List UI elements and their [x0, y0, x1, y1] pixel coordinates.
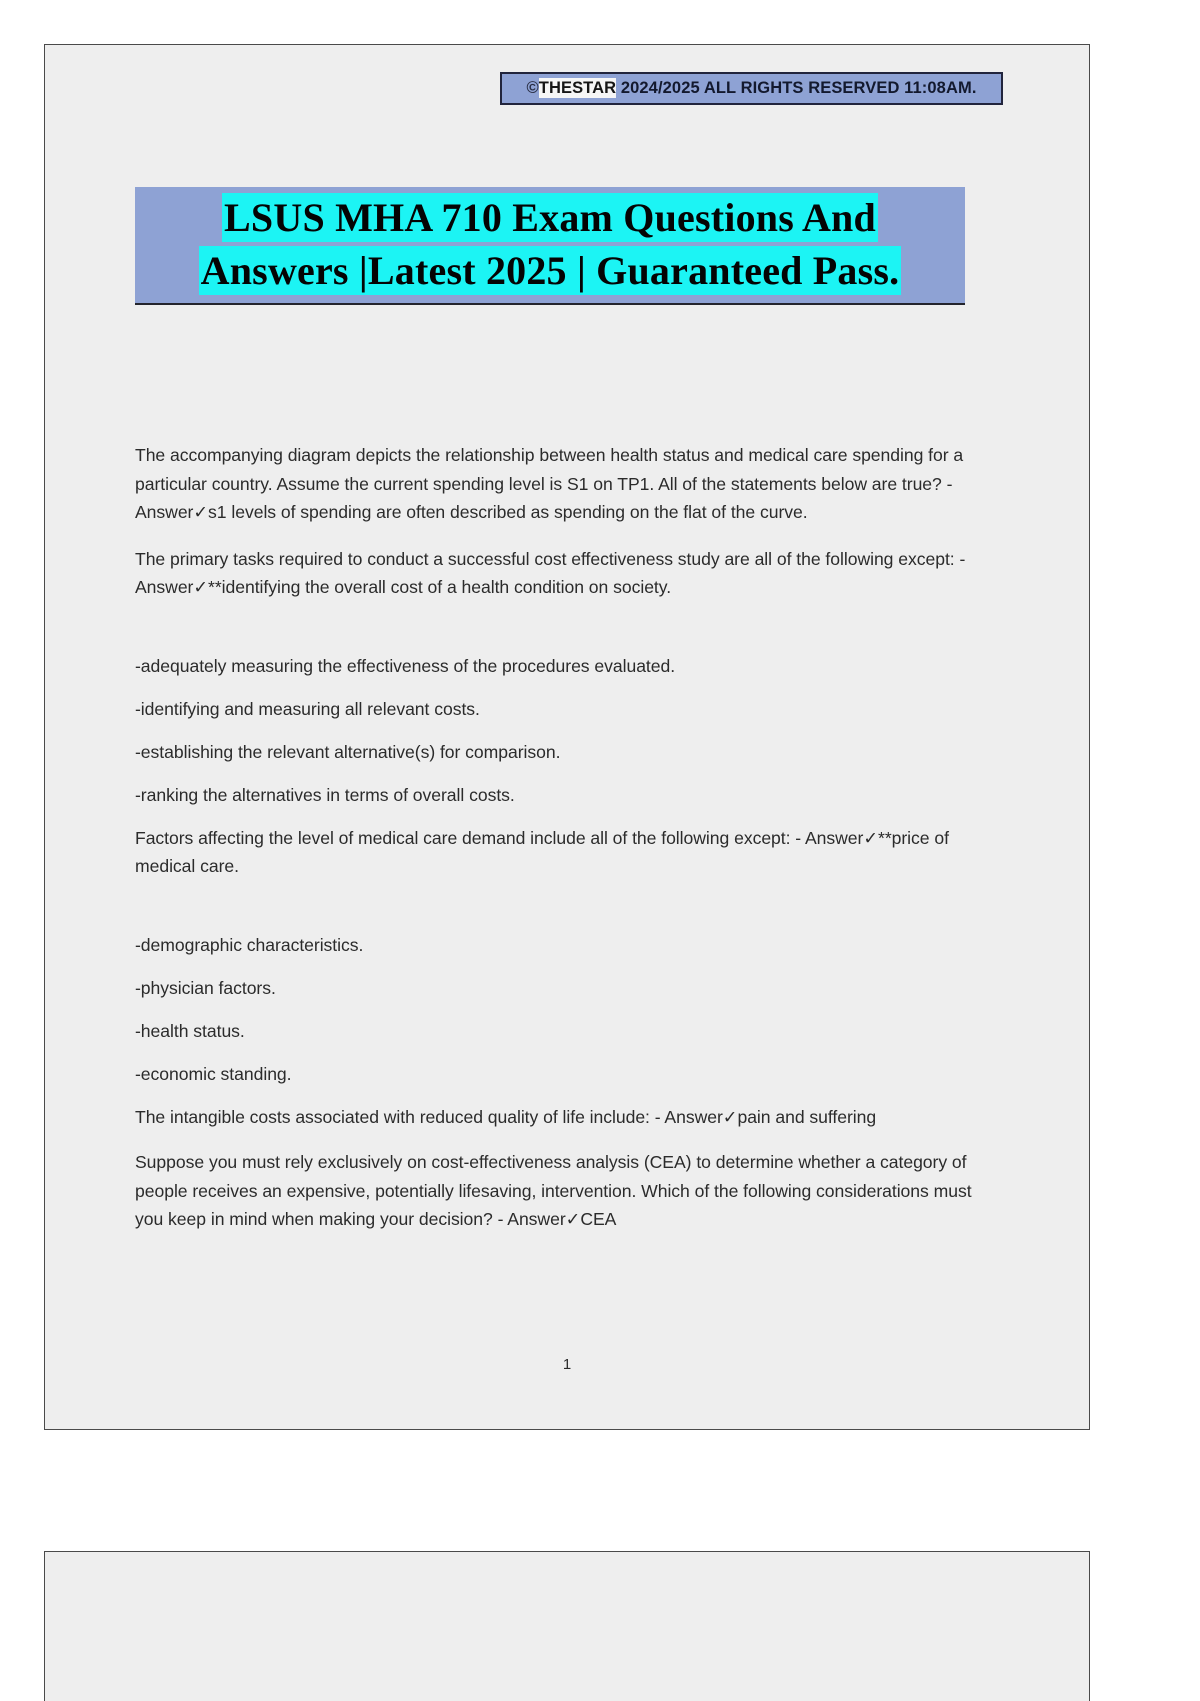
- title-line-1-text: LSUS MHA 710 Exam Questions And: [224, 195, 876, 240]
- body-paragraph: The primary tasks required to conduct a successful cost effectiveness study are all of the following except: - Answer✓**identifying the overall cost of a health condition on society.: [135, 548, 966, 597]
- document-title-block: [135, 187, 965, 305]
- copyright-symbol: ©: [526, 79, 539, 97]
- body-paragraph: The accompanying diagram depicts the relationship between health status and medical care spending for a particular country. Assume the current spending level is S1 on TP1. All of the statements below are true? - Answer✓s1 levels of spending are often described as spending on the flat of the curve.: [135, 445, 964, 522]
- list-item: -identifying and measuring all relevant costs.: [135, 698, 480, 719]
- copyright-rest: 2024/2025 ALL RIGHTS RESERVED 11:08AM.: [616, 79, 977, 97]
- list-item: -demographic characteristics.: [135, 934, 364, 955]
- title-line-2-text: Answers |Latest 2025 | Guaranteed Pass.: [200, 248, 900, 293]
- copyright-banner: [500, 72, 1003, 105]
- next-page-preview: [44, 1551, 1090, 1701]
- document-body: [135, 441, 1003, 1252]
- list-item: -health status.: [135, 1020, 245, 1041]
- body-paragraph: Suppose you must rely exclusively on cost-effectiveness analysis (CEA) to determine whether a category of people receives an expensive, potentially lifesaving, intervention. Which of the following considerations must you keep in mind when making your decision? - Answer✓CEA: [135, 1152, 972, 1229]
- copyright-text: [527, 79, 977, 98]
- list-item: -establishing the relevant alternative(s) for comparison.: [135, 741, 561, 762]
- page-number: 1: [562, 1356, 572, 1373]
- list-item: -ranking the alternatives in terms of overall costs.: [135, 784, 515, 805]
- title-line-1: [135, 191, 965, 244]
- page-content: [45, 45, 1089, 1429]
- list-item: -economic standing.: [135, 1063, 292, 1084]
- copyright-brand: THESTAR: [538, 79, 617, 97]
- body-paragraph: Factors affecting the level of medical care demand include all of the following except: - Answer✓**price of medical care.: [135, 827, 949, 876]
- document-page: [44, 44, 1090, 1430]
- list-item: -adequately measuring the effectiveness of the procedures evaluated.: [135, 655, 676, 676]
- list-item: -physician factors.: [135, 977, 276, 998]
- title-line-2: [135, 244, 965, 297]
- body-paragraph: The intangible costs associated with reduced quality of life include: - Answer✓pain and suffering: [135, 1106, 877, 1127]
